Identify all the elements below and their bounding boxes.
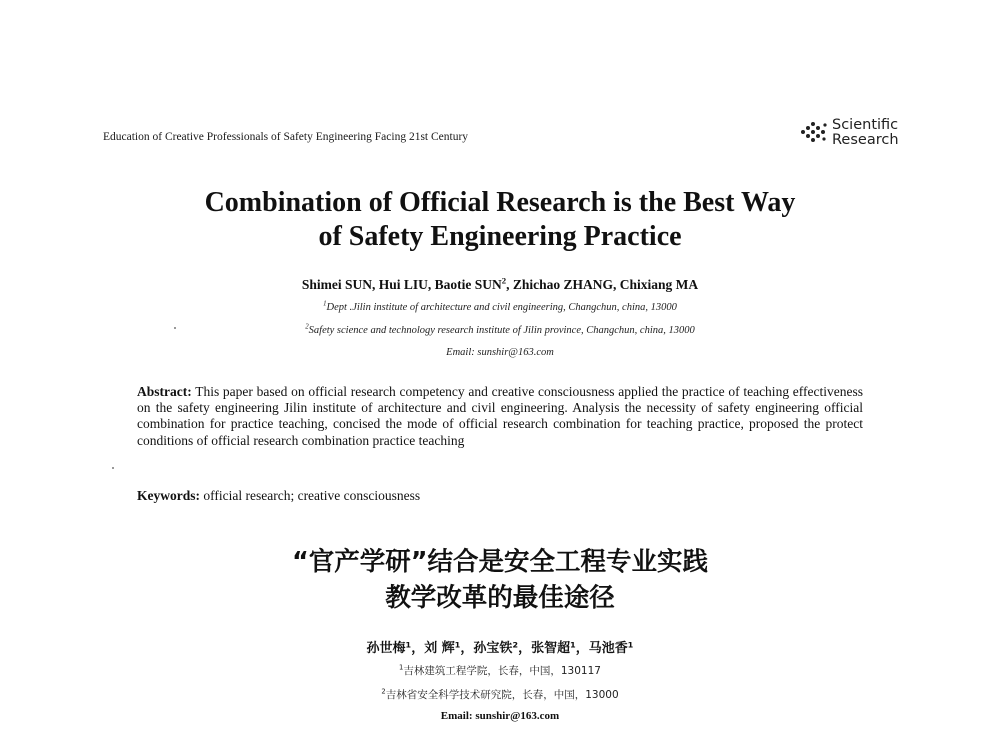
email-cn: Email: sunshir@163.com [440,710,560,722]
title-en-line2: of Safety Engineering Practice [318,221,682,252]
affiliation-en-2-text: Safety science and technology research institute of Jilin province, Changchun, china, 13000 [308,325,695,336]
title-en-line1: Combination of Official Research is the Best Way [204,187,796,218]
abstract-text: This paper based on official research competency and creative consciousness applied the practice of teaching effectiveness on the safety engineering Jilin institute of architecture and civil engineering. Analysis the necessity of safety engineering official combination for practice teaching, concised the mode of official research combination for teaching practice, proposed the protect conditions of official research combination practice teaching [137,384,863,448]
affiliation-cn-2 [0,687,1000,702]
affiliation-cn-2-sup: 2 [381,687,386,696]
affiliation-cn-1-text: 吉林建筑工程学院，长春，中国，130117 [403,665,601,677]
paper-title-cn [0,544,1000,616]
logo-text-line1: Scientific [832,117,899,133]
title-cn-line1: “官产学研”结合是安全工程专业实践 [291,547,709,577]
paper-title-en [0,186,1000,254]
authors-cn: 孙世梅¹，刘 辉¹，孙宝铁²，张智超¹，马池香¹ [366,641,634,656]
authors-en-sup: 2 [501,275,507,286]
keywords-text: official research; creative consciousness [200,488,421,503]
affiliation-en-2 [0,325,1000,336]
affiliation-en-2-sup: 2 [305,323,309,331]
authors-en-part1: Shimei SUN, Hui LIU, Baotie SUN [301,277,502,292]
scan-speck [112,467,114,469]
authors-en [0,277,1000,293]
title-cn-line2: 教学改革的最佳途径 [385,583,615,613]
affiliation-cn-1 [0,663,1000,678]
diamond-dots-icon [798,121,828,145]
authors-en-part2: , Zhichao ZHANG, Chixiang MA [506,277,699,292]
affiliation-cn-1-sup: 1 [399,663,404,672]
logo-text-line2: Research [832,132,899,148]
keywords [137,488,420,504]
affiliation-cn-2-text: 吉林省安全科学技术研究院，长春，中国，13000 [385,689,619,701]
affiliation-en-1-sup: 1 [323,300,327,308]
publisher-logo [798,118,899,148]
abstract [137,384,863,449]
affiliation-en-1-text: Dept .Jilin institute of architecture and civil engineering, Changchun, china, 13000 [326,302,677,313]
abstract-label: Abstract: [137,384,192,399]
keywords-label: Keywords: [137,488,200,503]
email-en: Email: sunshir@163.com [446,347,554,358]
affiliation-en-1 [0,302,1000,313]
scan-speck [174,327,176,329]
running-head: Education of Creative Professionals of Safety Engineering Facing 21st Century [103,131,469,143]
